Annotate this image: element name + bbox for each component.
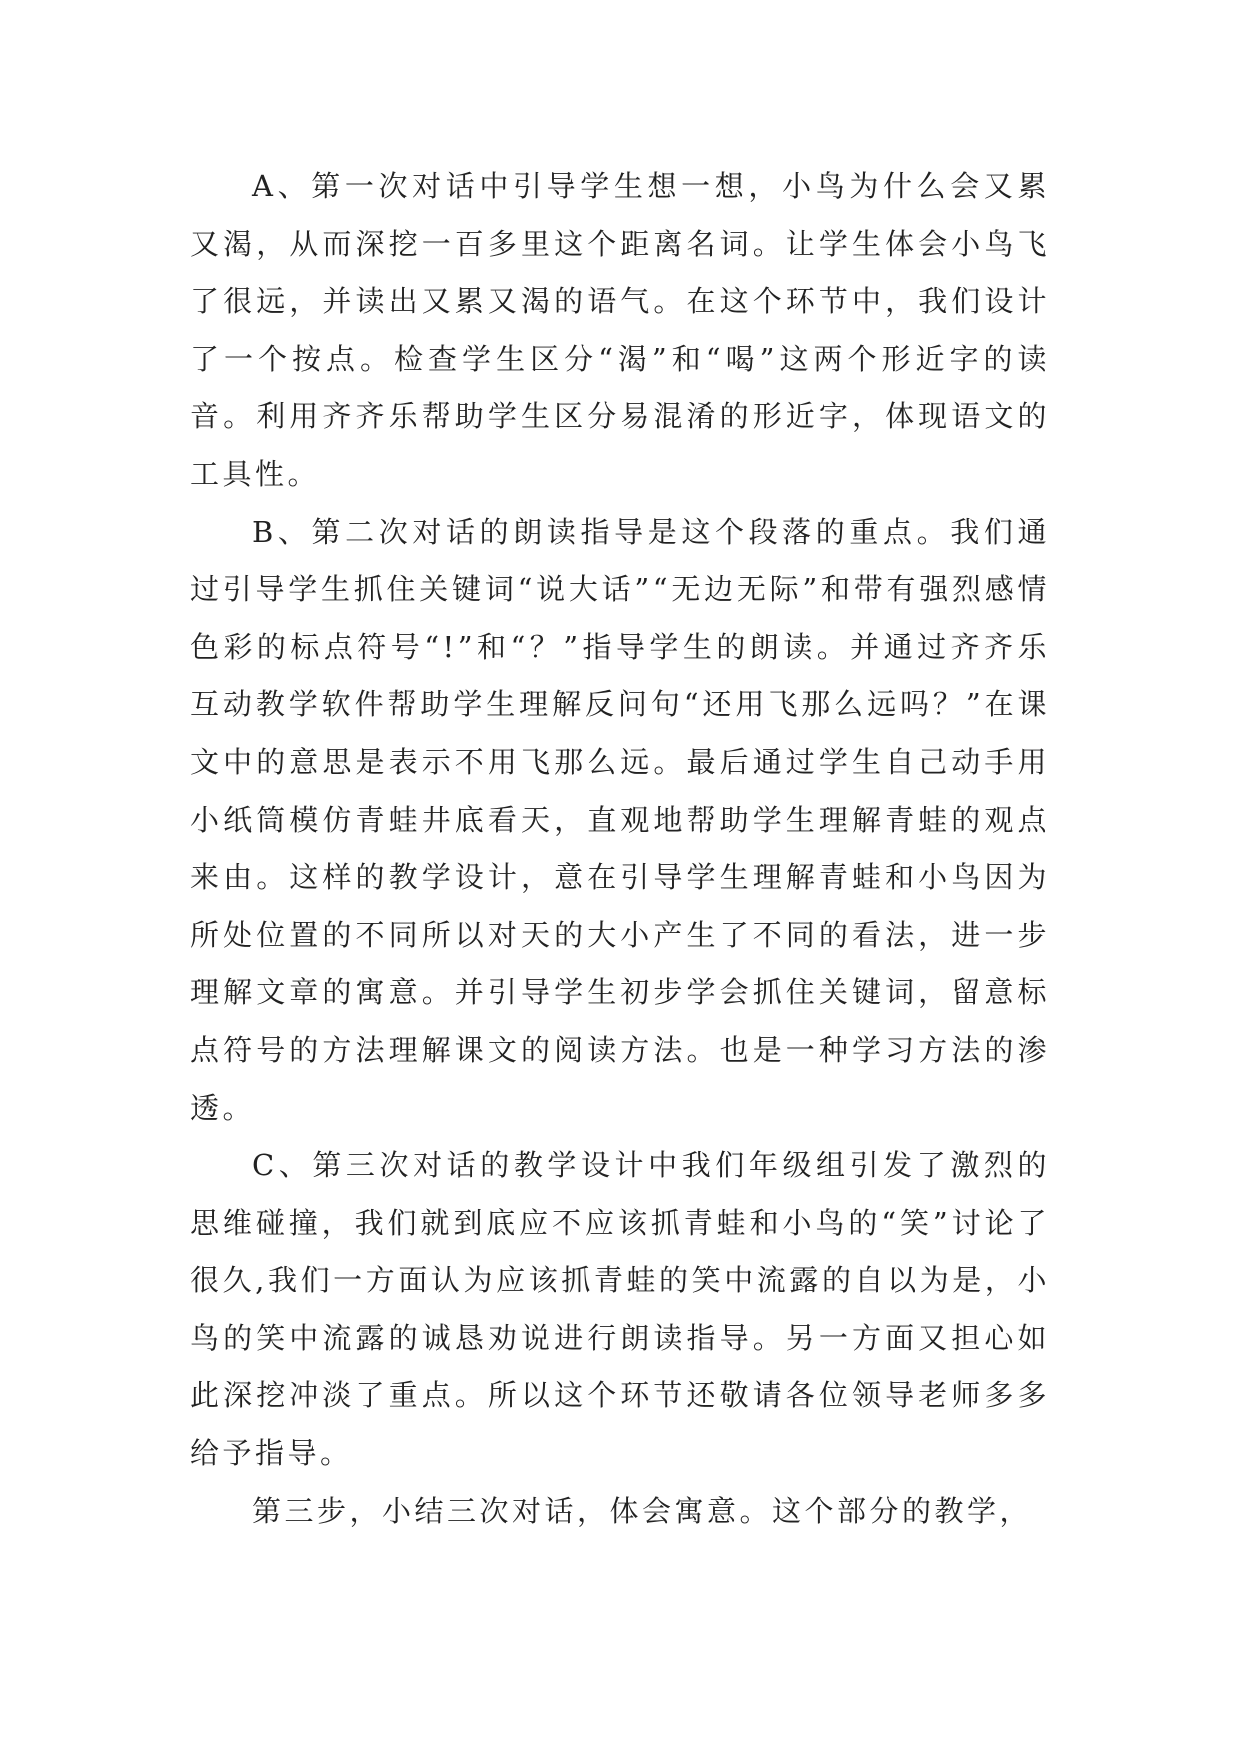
document-body bbox=[190, 158, 1050, 1540]
paragraph-a: A、第一次对话中引导学生想一想，小鸟为什么会又累又渴，从而深挖一百多里这个距离名词。让学生体会小鸟飞了很远，并读出又累又渴的语气。在这个环节中，我们设计了一个按点。检查学生区分“渴”和“喝”这两个形近字的读音。利用齐齐乐帮助学生区分易混淆的形近字，体现语文的工具性。 bbox=[190, 169, 1050, 491]
paragraph-step-three: 第三步，小结三次对话，体会寓意。这个部分的教学， bbox=[252, 1493, 1033, 1528]
paragraph-c: C、第三次对话的教学设计中我们年级组引发了激烈的思维碰撞，我们就到底应不应该抓青蛙和小鸟的“笑”讨论了很久,我们一方面认为应该抓青蛙的笑中流露的自以为是，小鸟的笑中流露的诚恳劝说进行朗读指导。另一方面又担心如此深挖冲淡了重点。所以这个环节还敬请各位领导老师多多给予指导。 bbox=[190, 1148, 1050, 1471]
paragraph-b: B、第二次对话的朗读指导是这个段落的重点。我们通过引导学生抓住关键词“说大话”“无边无际”和带有强烈感情色彩的标点符号“!”和“？”指导学生的朗读。并通过齐齐乐互动教学软件帮助学生理解反问句“还用飞那么远吗？”在课文中的意思是表示不用飞那么远。最后通过学生自己动手用小纸筒模仿青蛙井底看天，直观地帮助学生理解青蛙的观点来由。这样的教学设计，意在引导学生理解青蛙和小鸟因为所处位置的不同所以对天的大小产生了不同的看法，进一步理解文章的寓意。并引导学生初步学会抓住关键词，留意标点符号的方法理解课文的阅读方法。也是一种学习方法的渗透。 bbox=[190, 514, 1050, 1125]
